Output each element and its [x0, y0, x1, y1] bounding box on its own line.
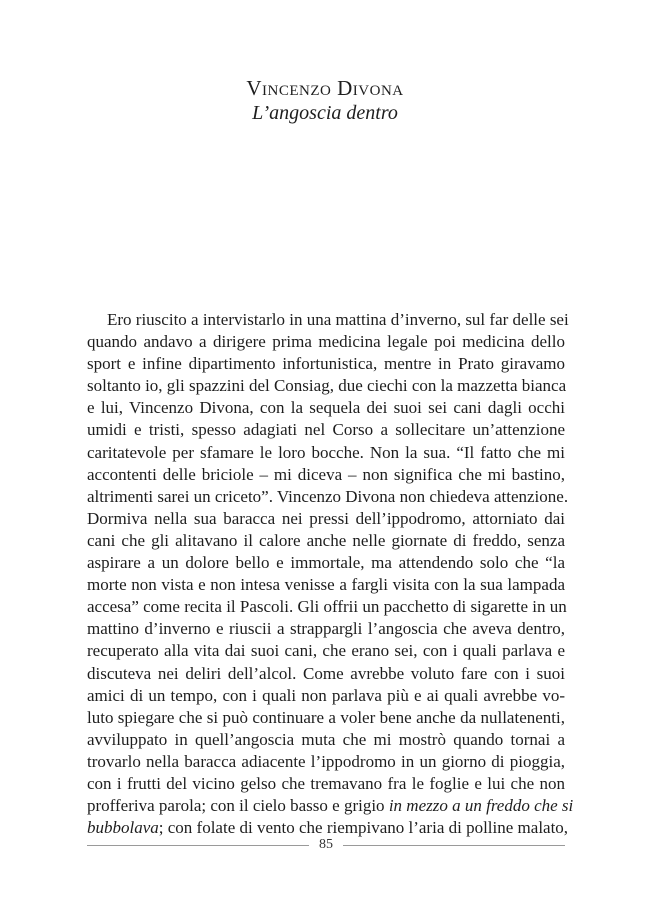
text-segment: profferiva parola; con il cielo basso e grigio	[87, 796, 385, 816]
text-line	[87, 795, 574, 817]
text-line: con i frutti del vicino gelso che tremavano fra le foglie e lui che non	[87, 773, 565, 793]
text-line: e lui, Vincenzo Divona, con la sequela dei suoi sei cani dagli occhi	[87, 398, 565, 418]
chapter-title: L’angoscia dentro	[252, 102, 398, 124]
italic-segment: in mezzo a un freddo che si	[388, 796, 574, 816]
text-line: Dormiva nella sua baracca nei pressi dell’ippodromo, attorniato dai	[87, 508, 565, 528]
text-segment: ; con folate di vento che riempivano l’aria di polline malato,	[158, 818, 569, 838]
text-line: discuteva nei deliri dell’alcol. Come avrebbe voluto fare con i suoi	[87, 663, 565, 683]
italic-segment: bubbolava	[87, 818, 159, 838]
footer-rule-left	[87, 845, 309, 846]
text-line: morte non vista e non intesa venisse a fargli visita con la sua lampada	[87, 575, 565, 595]
text-line: umidi e tristi, spesso adagiati nel Corso a sollecitare un’attenzione	[87, 420, 565, 440]
text-line: accesa” come recita il Pascoli. Gli offrii un pacchetto di sigarette in un	[87, 597, 567, 617]
text-line: amici di un tempo, con i quali non parlava più e ai quali avrebbe vo-	[87, 685, 565, 705]
chapter-header	[0, 76, 650, 126]
body-text	[87, 309, 574, 839]
text-line: altrimenti sarei un criceto”. Vincenzo Divona non chiedeva attenzione.	[87, 486, 569, 506]
text-line: quando andavo a dirigere prima medicina legale poi medicina dello	[87, 332, 565, 352]
text-line: aspirare a un dolore bello e immortale, ma attendendo solo che “la	[87, 553, 565, 573]
footer-rule-right	[343, 845, 565, 846]
text-line: recuperato alla vita dai suoi cani, che erano sei, con i quali parlava e	[87, 641, 565, 661]
page-footer	[87, 835, 565, 855]
text-line: luto spiegare che si può continuare a voler bene anche da nullatenenti,	[87, 707, 565, 727]
text-line: caritatevole per sfamare le loro bocche. Non la sua. “Il fatto che mi	[87, 442, 565, 462]
text-line: avviluppato in quell’angoscia muta che mi mostrò quando tornai a	[87, 729, 565, 749]
text-line: accontenti delle briciole – mi diceva – non significa che mi bastino,	[87, 464, 565, 484]
text-line: trovarlo nella baracca adiacente l’ippodromo in un giorno di pioggia,	[87, 751, 565, 771]
text-line: Ero riuscito a intervistarlo in una mattina d’inverno, sul far delle sei	[107, 310, 569, 329]
page-number: 85	[319, 837, 333, 852]
text-line: sport e infine dipartimento infortunistica, mentre in Prato giravamo	[87, 354, 565, 374]
text-line: mattino d’inverno e riuscii a strappargli l’angoscia che aveva dentro,	[87, 619, 565, 639]
author-name: Vincenzo Divona	[246, 76, 404, 100]
text-line: cani che gli alitavano il calore anche nelle giornate di freddo, senza	[87, 530, 565, 550]
text-line: soltanto io, gli spazzini del Consiag, due ciechi con la mazzetta bianca	[87, 376, 567, 396]
